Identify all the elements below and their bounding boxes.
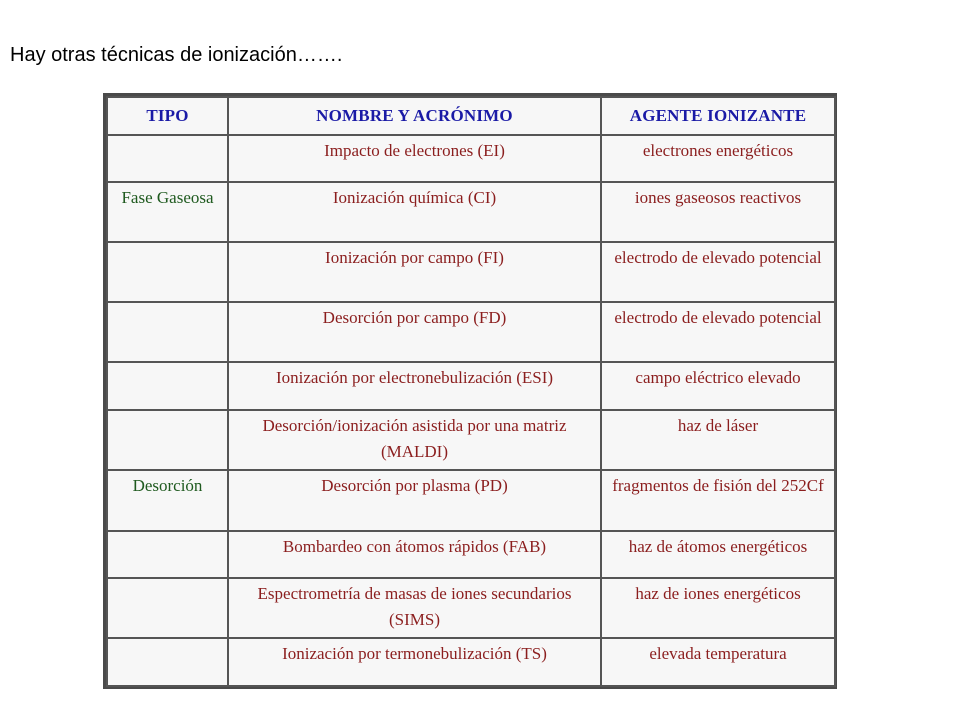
table-row [107, 242, 835, 302]
table-header-row [107, 97, 835, 135]
agente-cell: iones gaseosos reactivos [601, 182, 835, 242]
table-row [107, 362, 835, 410]
agente-cell: electrodo de elevado potencial [601, 302, 835, 362]
agente-cell: elevada temperatura [601, 638, 835, 686]
table-row [107, 182, 835, 242]
tipo-cell [107, 578, 228, 638]
nombre-cell: Impacto de electrones (EI) [228, 135, 601, 182]
slide-title: Hay otras técnicas de ionización……. [10, 44, 343, 66]
tipo-cell [107, 135, 228, 182]
agente-cell: fragmentos de fisión del 252Cf [601, 470, 835, 531]
tipo-cell [107, 242, 228, 302]
nombre-cell: Ionización por termonebulización (TS) [228, 638, 601, 686]
table-row [107, 135, 835, 182]
header-agente: AGENTE IONIZANTE [601, 97, 835, 135]
agente-cell: campo eléctrico elevado [601, 362, 835, 410]
table-row [107, 470, 835, 531]
nombre-cell: Ionización por campo (FI) [228, 242, 601, 302]
agente-cell: haz de átomos energéticos [601, 531, 835, 578]
ionization-techniques-table [103, 93, 837, 689]
header-nombre: NOMBRE Y ACRÓNIMO [228, 97, 601, 135]
nombre-cell: Ionización por electronebulización (ESI) [228, 362, 601, 410]
tipo-cell [107, 410, 228, 470]
table-row [107, 302, 835, 362]
nombre-cell: Ionización química (CI) [228, 182, 601, 242]
table-row [107, 531, 835, 578]
agente-cell: electrodo de elevado potencial [601, 242, 835, 302]
tipo-cell [107, 302, 228, 362]
nombre-cell: Desorción por campo (FD) [228, 302, 601, 362]
nombre-cell: Espectrometría de masas de iones secundarios (SIMS) [228, 578, 601, 638]
tipo-cell [107, 638, 228, 686]
table-row [107, 578, 835, 638]
header-tipo: TIPO [107, 97, 228, 135]
table-row [107, 410, 835, 470]
tipo-cell: Desorción [107, 470, 228, 531]
table [106, 96, 836, 687]
nombre-cell: Desorción/ionización asistida por una matriz (MALDI) [228, 410, 601, 470]
table-row [107, 638, 835, 686]
nombre-cell: Bombardeo con átomos rápidos (FAB) [228, 531, 601, 578]
tipo-cell: Fase Gaseosa [107, 182, 228, 242]
tipo-cell [107, 531, 228, 578]
tipo-cell [107, 362, 228, 410]
nombre-cell: Desorción por plasma (PD) [228, 470, 601, 531]
agente-cell: haz de láser [601, 410, 835, 470]
agente-cell: haz de iones energéticos [601, 578, 835, 638]
agente-cell: electrones energéticos [601, 135, 835, 182]
